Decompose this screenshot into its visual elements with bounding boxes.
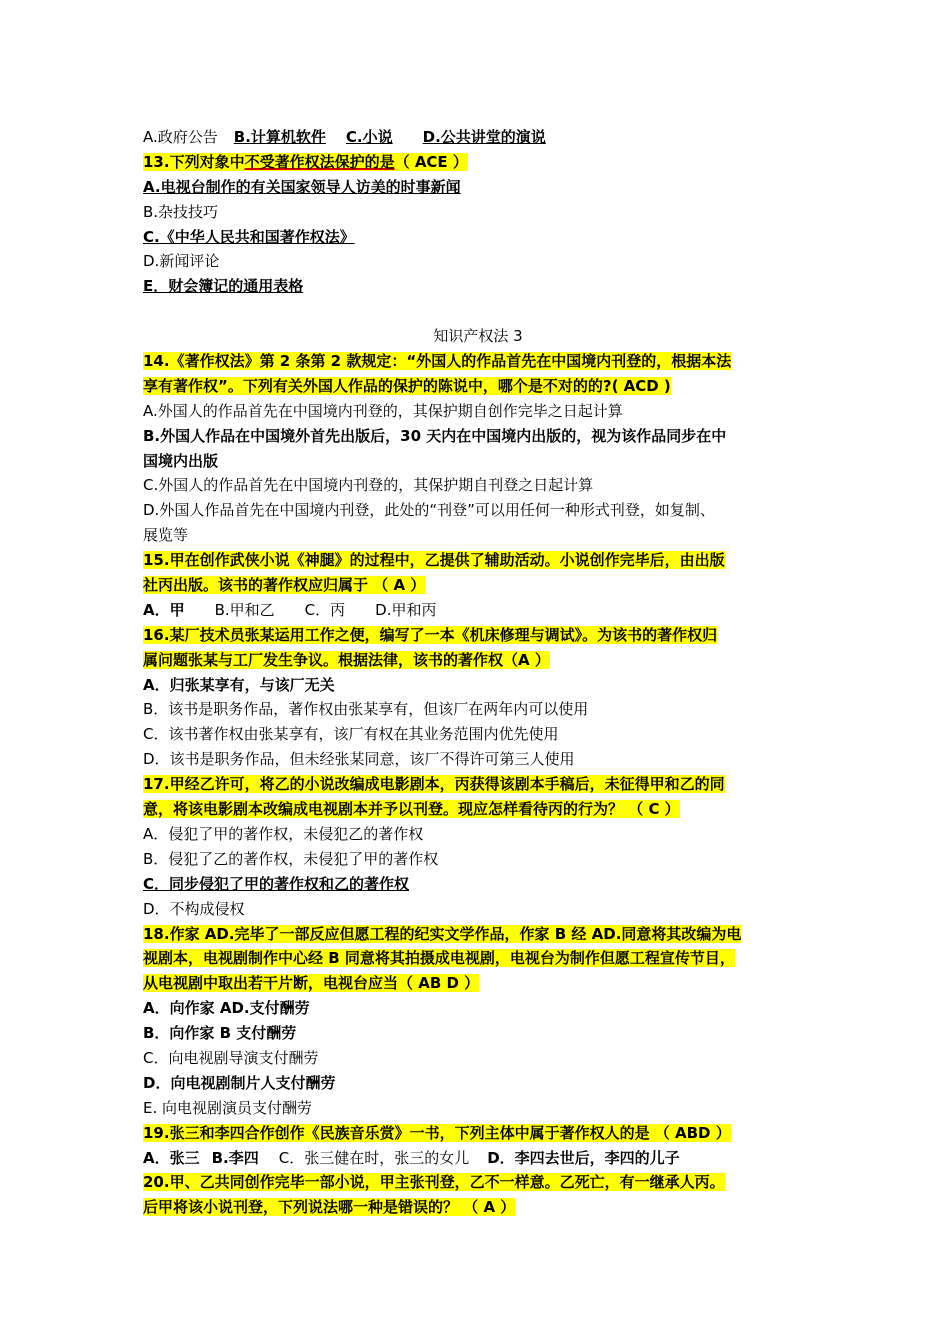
q15-option-c: C．丙: [304, 600, 346, 619]
q13-question: 13.下列对象中不受著作权法保护的是（ ACE ）: [143, 152, 468, 171]
q17-question-line-1: 17.甲经乙许可，将乙的小说改编成电影剧本，丙获得该剧本手稿后，未征得甲和乙的同: [143, 775, 725, 794]
q17-option-d: D．不构成侵权: [143, 899, 245, 918]
q14-question-line-1: 14.《著作权法》第 2 条第 2 款规定：“外国人的作品首先在中国境内刊登的，根据本法: [143, 352, 732, 371]
q14-option-d-line-2: 展览等: [143, 526, 189, 545]
q12-option-c: C.小说: [345, 128, 393, 146]
q13-underlined-phrase: 不受著作权法保护的是: [244, 152, 395, 171]
q19-option-d: D．李四去世后，李四的儿子: [487, 1148, 680, 1167]
q16-option-c: C．该书著作权由张某享有，该厂有权在其业务范围内优先使用: [143, 725, 559, 744]
q16-question-line-2: 属问题张某与工厂发生争议。根据法律，该书的著作权（A ）: [143, 650, 550, 669]
q12-options: [143, 125, 813, 150]
q18-option-a: A．向作家 AD.支付酬劳: [143, 999, 310, 1018]
q12-option-b: B.计算机软件: [233, 128, 326, 146]
q18-option-d: D．向电视剧制片人支付酬劳: [143, 1073, 336, 1092]
document-page: [143, 125, 813, 1220]
q19-option-a: A．张三: [143, 1148, 200, 1167]
q14-option-a: A.外国人的作品首先在中国境内刊登的，其保护期自创作完毕之日起计算: [143, 401, 623, 420]
q20-question-line-2: 后甲将该小说刊登，下列说法哪一种是错误的？ （ A ）: [143, 1198, 516, 1217]
q13-option-e: E．财会簿记的通用表格: [143, 277, 304, 296]
q16-option-d: D．该书是职务作品，但未经张某同意，该厂不得许可第三人使用: [143, 750, 575, 769]
q15-question-line-2: 社丙出版。该书的著作权应归属于 （ A ）: [143, 576, 426, 595]
q18-question-line-1: 18.作家 AD.完毕了一部反应但愿工程的纪实文学作品，作家 B 经 AD.同意将其改编为电: [143, 924, 742, 943]
q12-option-d: D.公共讲堂的演说: [422, 128, 546, 146]
q18-option-e: E. 向电视剧演员支付酬劳: [143, 1098, 313, 1117]
q18-option-b: B．向作家 B 支付酬劳: [143, 1024, 297, 1043]
q19-options: [143, 1146, 813, 1171]
q20-question-line-1: 20.甲、乙共同创作完毕一部小说，甲主张刊登，乙不一样意。乙死亡，有一继承人丙。: [143, 1173, 725, 1192]
q13-answer: （ ACE ）: [394, 152, 468, 171]
q13-option-a: A.电视台制作的有关国家领导人访美的时事新闻: [143, 177, 461, 196]
section-title: 知识产权法 3: [433, 327, 523, 346]
q15-question-line-1: 15.甲在创作武侠小说《神腿》的过程中，乙提供了辅助活动。小说创作完毕后，由出版: [143, 551, 725, 570]
q17-option-a: A．侵犯了甲的著作权，未侵犯乙的著作权: [143, 824, 424, 843]
q13-option-d: D.新闻评论: [143, 252, 220, 271]
q19-question: 19.张三和李四合作创作《民族音乐赏》一书，下列主体中属于著作权人的是 （ ABD ）: [143, 1123, 731, 1142]
q15-option-a: A．甲: [143, 600, 185, 619]
q17-option-c: C．同步侵犯了甲的著作权和乙的著作权: [143, 874, 410, 893]
q12-option-a: A.政府公告: [143, 128, 218, 146]
q15-option-b: B.甲和乙: [214, 600, 275, 619]
q17-option-b: B．侵犯了乙的著作权，未侵犯了甲的著作权: [143, 849, 439, 868]
q16-option-a: A．归张某享有，与该厂无关: [143, 675, 335, 694]
q18-question-line-2: 视剧本，电视剧制作中心经 B 同意将其拍摄成电视剧，电视台为制作但愿工程宣传节目，: [143, 949, 735, 968]
q16-question-line-1: 16.某厂技术员张某运用工作之便，编写了一本《机床修理与调试》。为该书的著作权归: [143, 625, 718, 644]
q15-options: [143, 598, 813, 623]
q14-option-b-line-2: 国境内出版: [143, 451, 219, 470]
q14-option-b-line-1: B.外国人作品在中国境外首先出版后，30 天内在中国境内出版的，视为该作品同步在中: [143, 426, 727, 445]
q14-option-d-line-1: D.外国人作品首先在中国境内刊登，此处的“刊登”可以用任何一种形式刊登，如复制、: [143, 501, 715, 520]
q14-option-c: C.外国人的作品首先在中国境内刊登的，其保护期自刊登之日起计算: [143, 476, 594, 495]
q18-question-line-3: 从电视剧中取出若干片断，电视台应当（ AB D ）: [143, 974, 480, 993]
q13-option-c: C.《中华人民共和国著作权法》: [143, 227, 355, 246]
q16-option-b: B．该书是职务作品，著作权由张某享有，但该厂在两年内可以使用: [143, 700, 589, 719]
q17-question-line-2: 意，将该电影剧本改编成电视剧本并予以刊登。现应怎样看待丙的行为？ （ C ）: [143, 800, 680, 819]
q15-option-d: D.甲和丙: [375, 600, 437, 619]
q19-option-c: C．张三健在时，张三的女儿: [278, 1148, 470, 1167]
q18-option-c: C．向电视剧导演支付酬劳: [143, 1048, 319, 1067]
q14-question-line-2: 享有著作权”。下列有关外国人作品的保护的陈说中，哪个是不对的的?( ACD ): [143, 376, 671, 395]
q19-option-b: B.李四: [211, 1148, 259, 1167]
q13-option-b: B.杂技技巧: [143, 202, 219, 221]
